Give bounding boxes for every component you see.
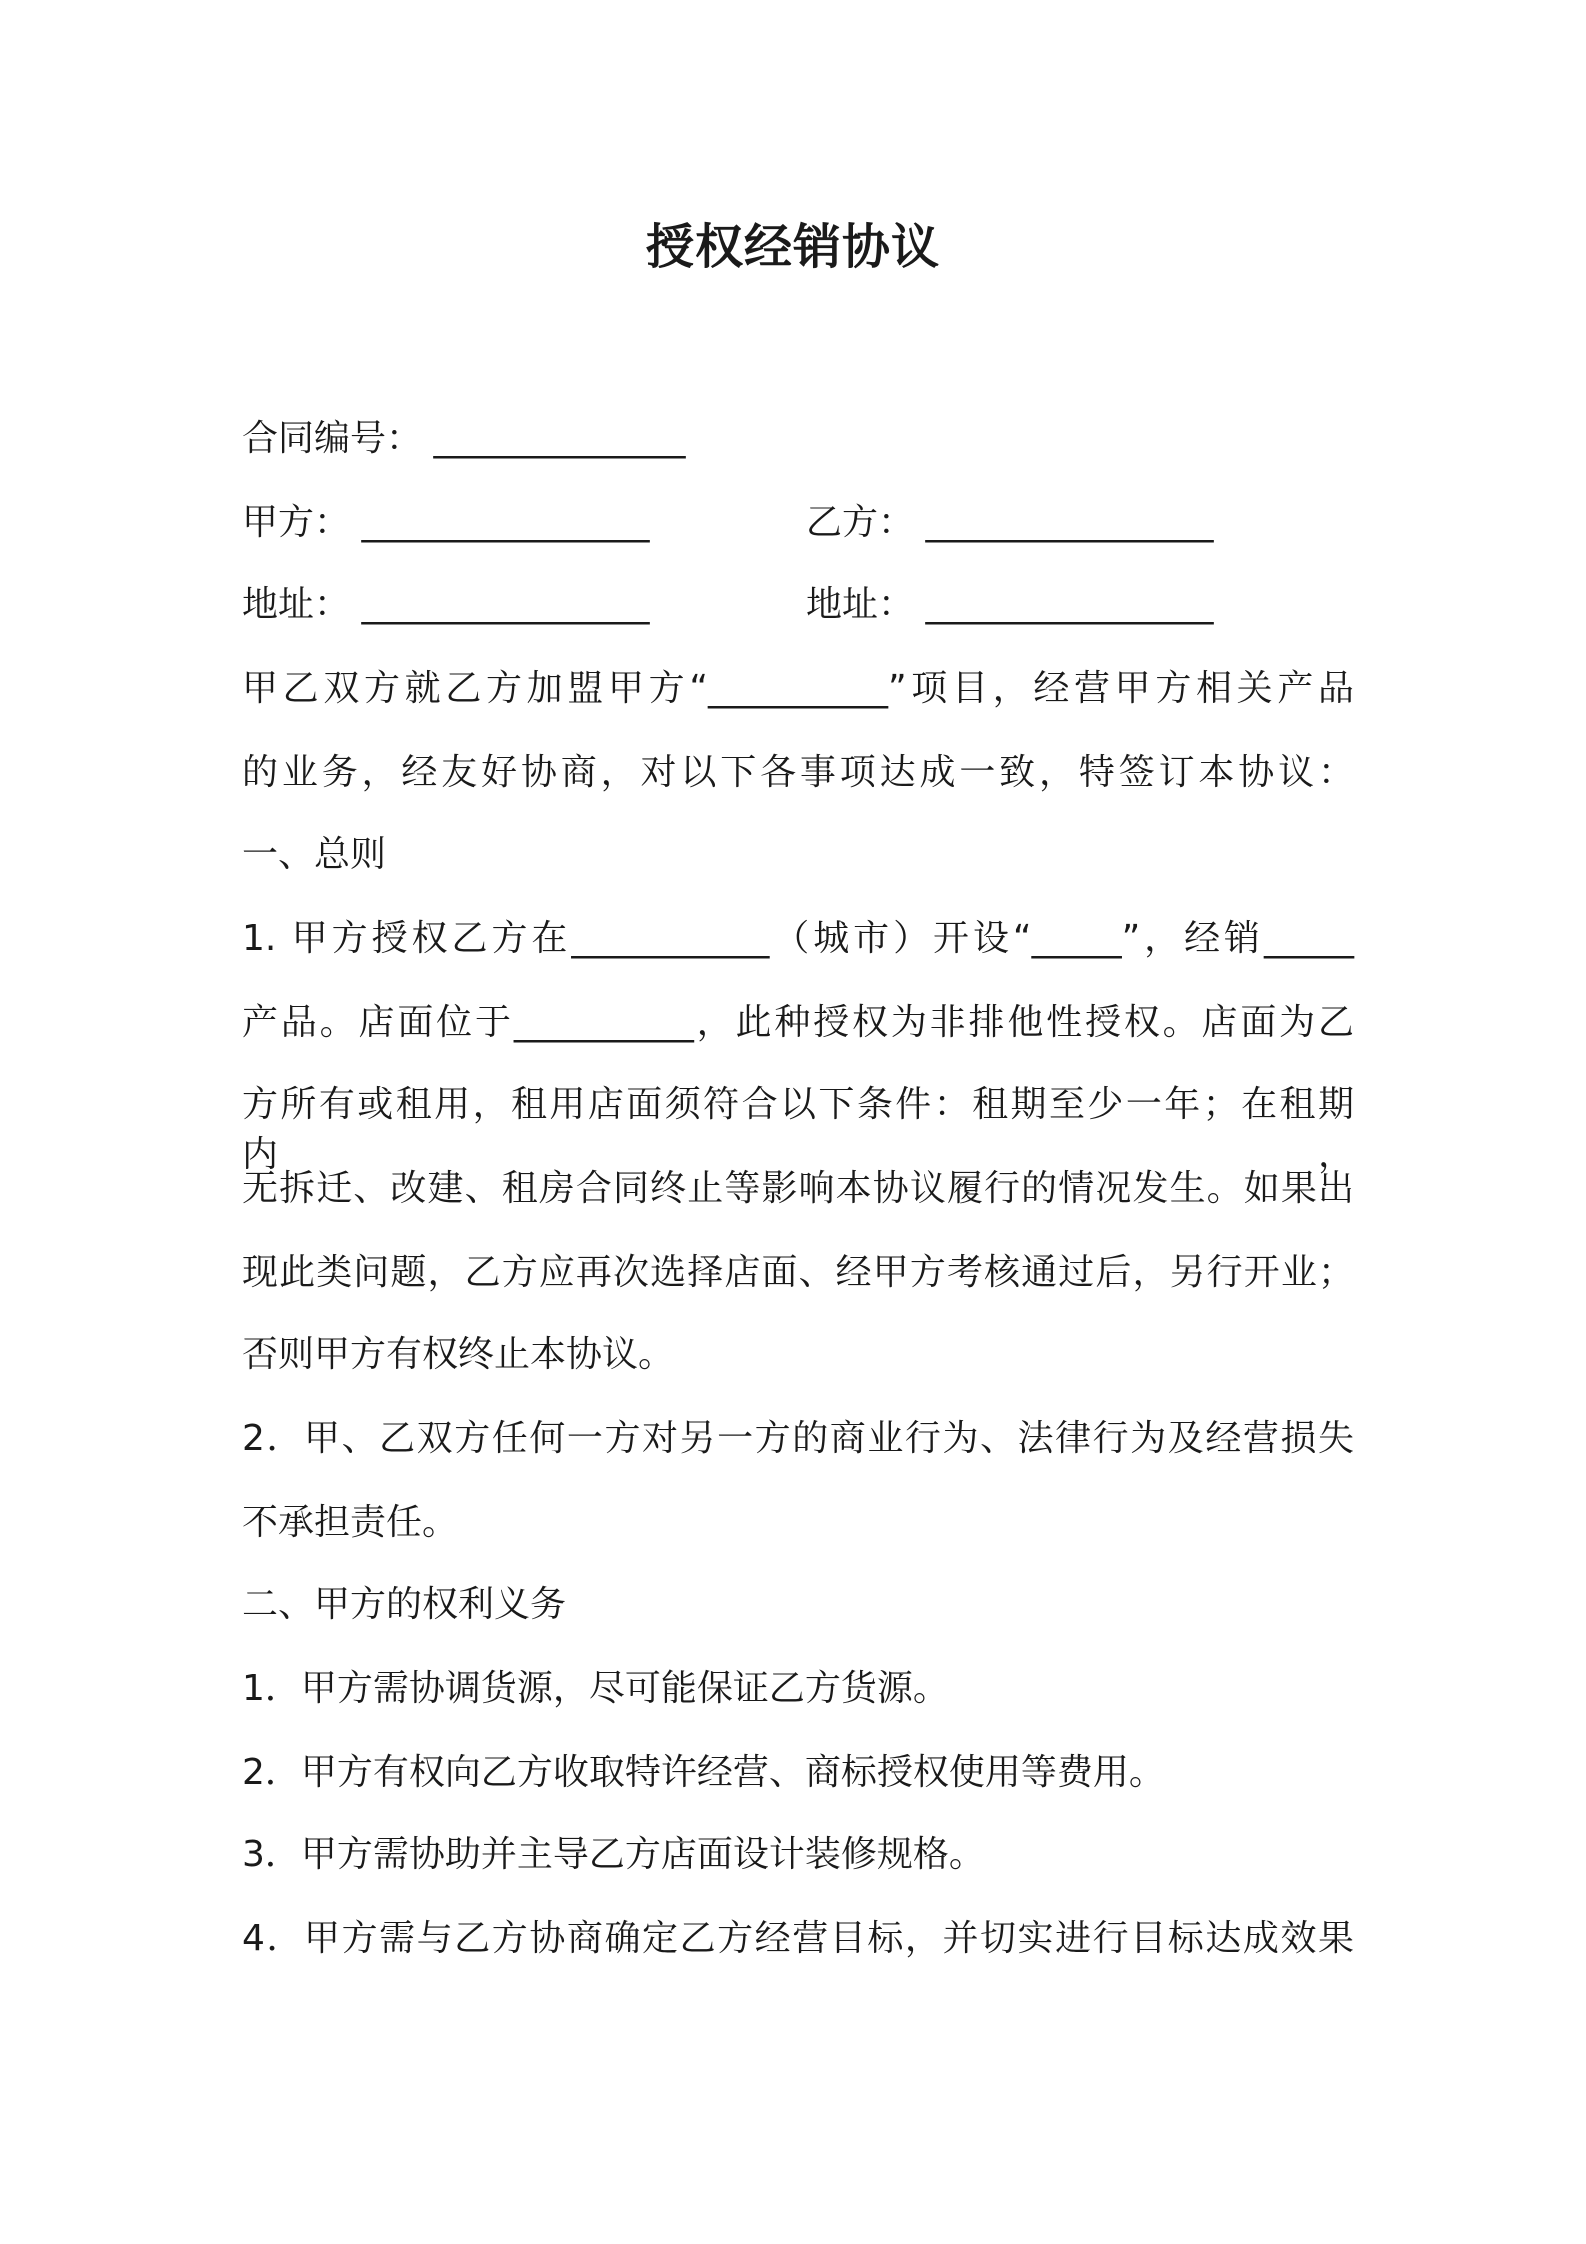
- body-line: 否则甲方有权终止本协议。: [242, 1334, 675, 1375]
- body-line: 的业务，经友好协商，对以下各事项达成一致，特签订本协议：: [242, 752, 1354, 793]
- body-line: 3．甲方需协助并主导乙方店面设计装修规格。: [242, 1834, 985, 1875]
- section-heading-general: 一、总则: [242, 834, 387, 875]
- body-line: 2．甲、乙双方任何一方对另一方的商业行为、法律行为及经营损失: [242, 1418, 1354, 1459]
- party-a-address-field: 地址： ________________: [242, 584, 650, 625]
- party-a-field: 甲方： ________________: [242, 502, 650, 543]
- section-heading-party-a-rights: 二、甲方的权利义务: [242, 1584, 567, 1625]
- body-line: 1．甲方需协调货源，尽可能保证乙方货源。: [242, 1668, 949, 1709]
- body-line: 4．甲方需与乙方协商确定乙方经营目标，并切实进行目标达成效果: [242, 1918, 1354, 1959]
- body-line: 产品。店面位于__________，此种授权为非排他性授权。店面为乙: [242, 1002, 1354, 1043]
- contract-number-field: 合同编号： ______________: [242, 418, 686, 459]
- body-line: 2．甲方有权向乙方收取特许经营、商标授权使用等费用。: [242, 1752, 1165, 1793]
- body-line: 不承担责任。: [242, 1502, 459, 1543]
- body-line: 甲乙双方就乙方加盟甲方“__________”项目，经营甲方相关产品: [242, 668, 1354, 709]
- body-line: 现此类问题，乙方应再次选择店面、经甲方考核通过后，另行开业；: [242, 1252, 1354, 1293]
- document-title: 授权经销协议: [645, 219, 940, 275]
- party-b-address-field: 地址： ________________: [806, 584, 1214, 625]
- body-line: 1. 甲方授权乙方在___________（城市）开设“_____”，经销_____: [242, 918, 1354, 959]
- party-b-field: 乙方： ________________: [806, 502, 1214, 543]
- body-line: 无拆迁、改建、租房合同终止等影响本协议履行的情况发生。如果出: [242, 1168, 1354, 1209]
- body-line: 方所有或租用，租用店面须符合以下条件：租期至少一年；在租期内，: [242, 1084, 1354, 1175]
